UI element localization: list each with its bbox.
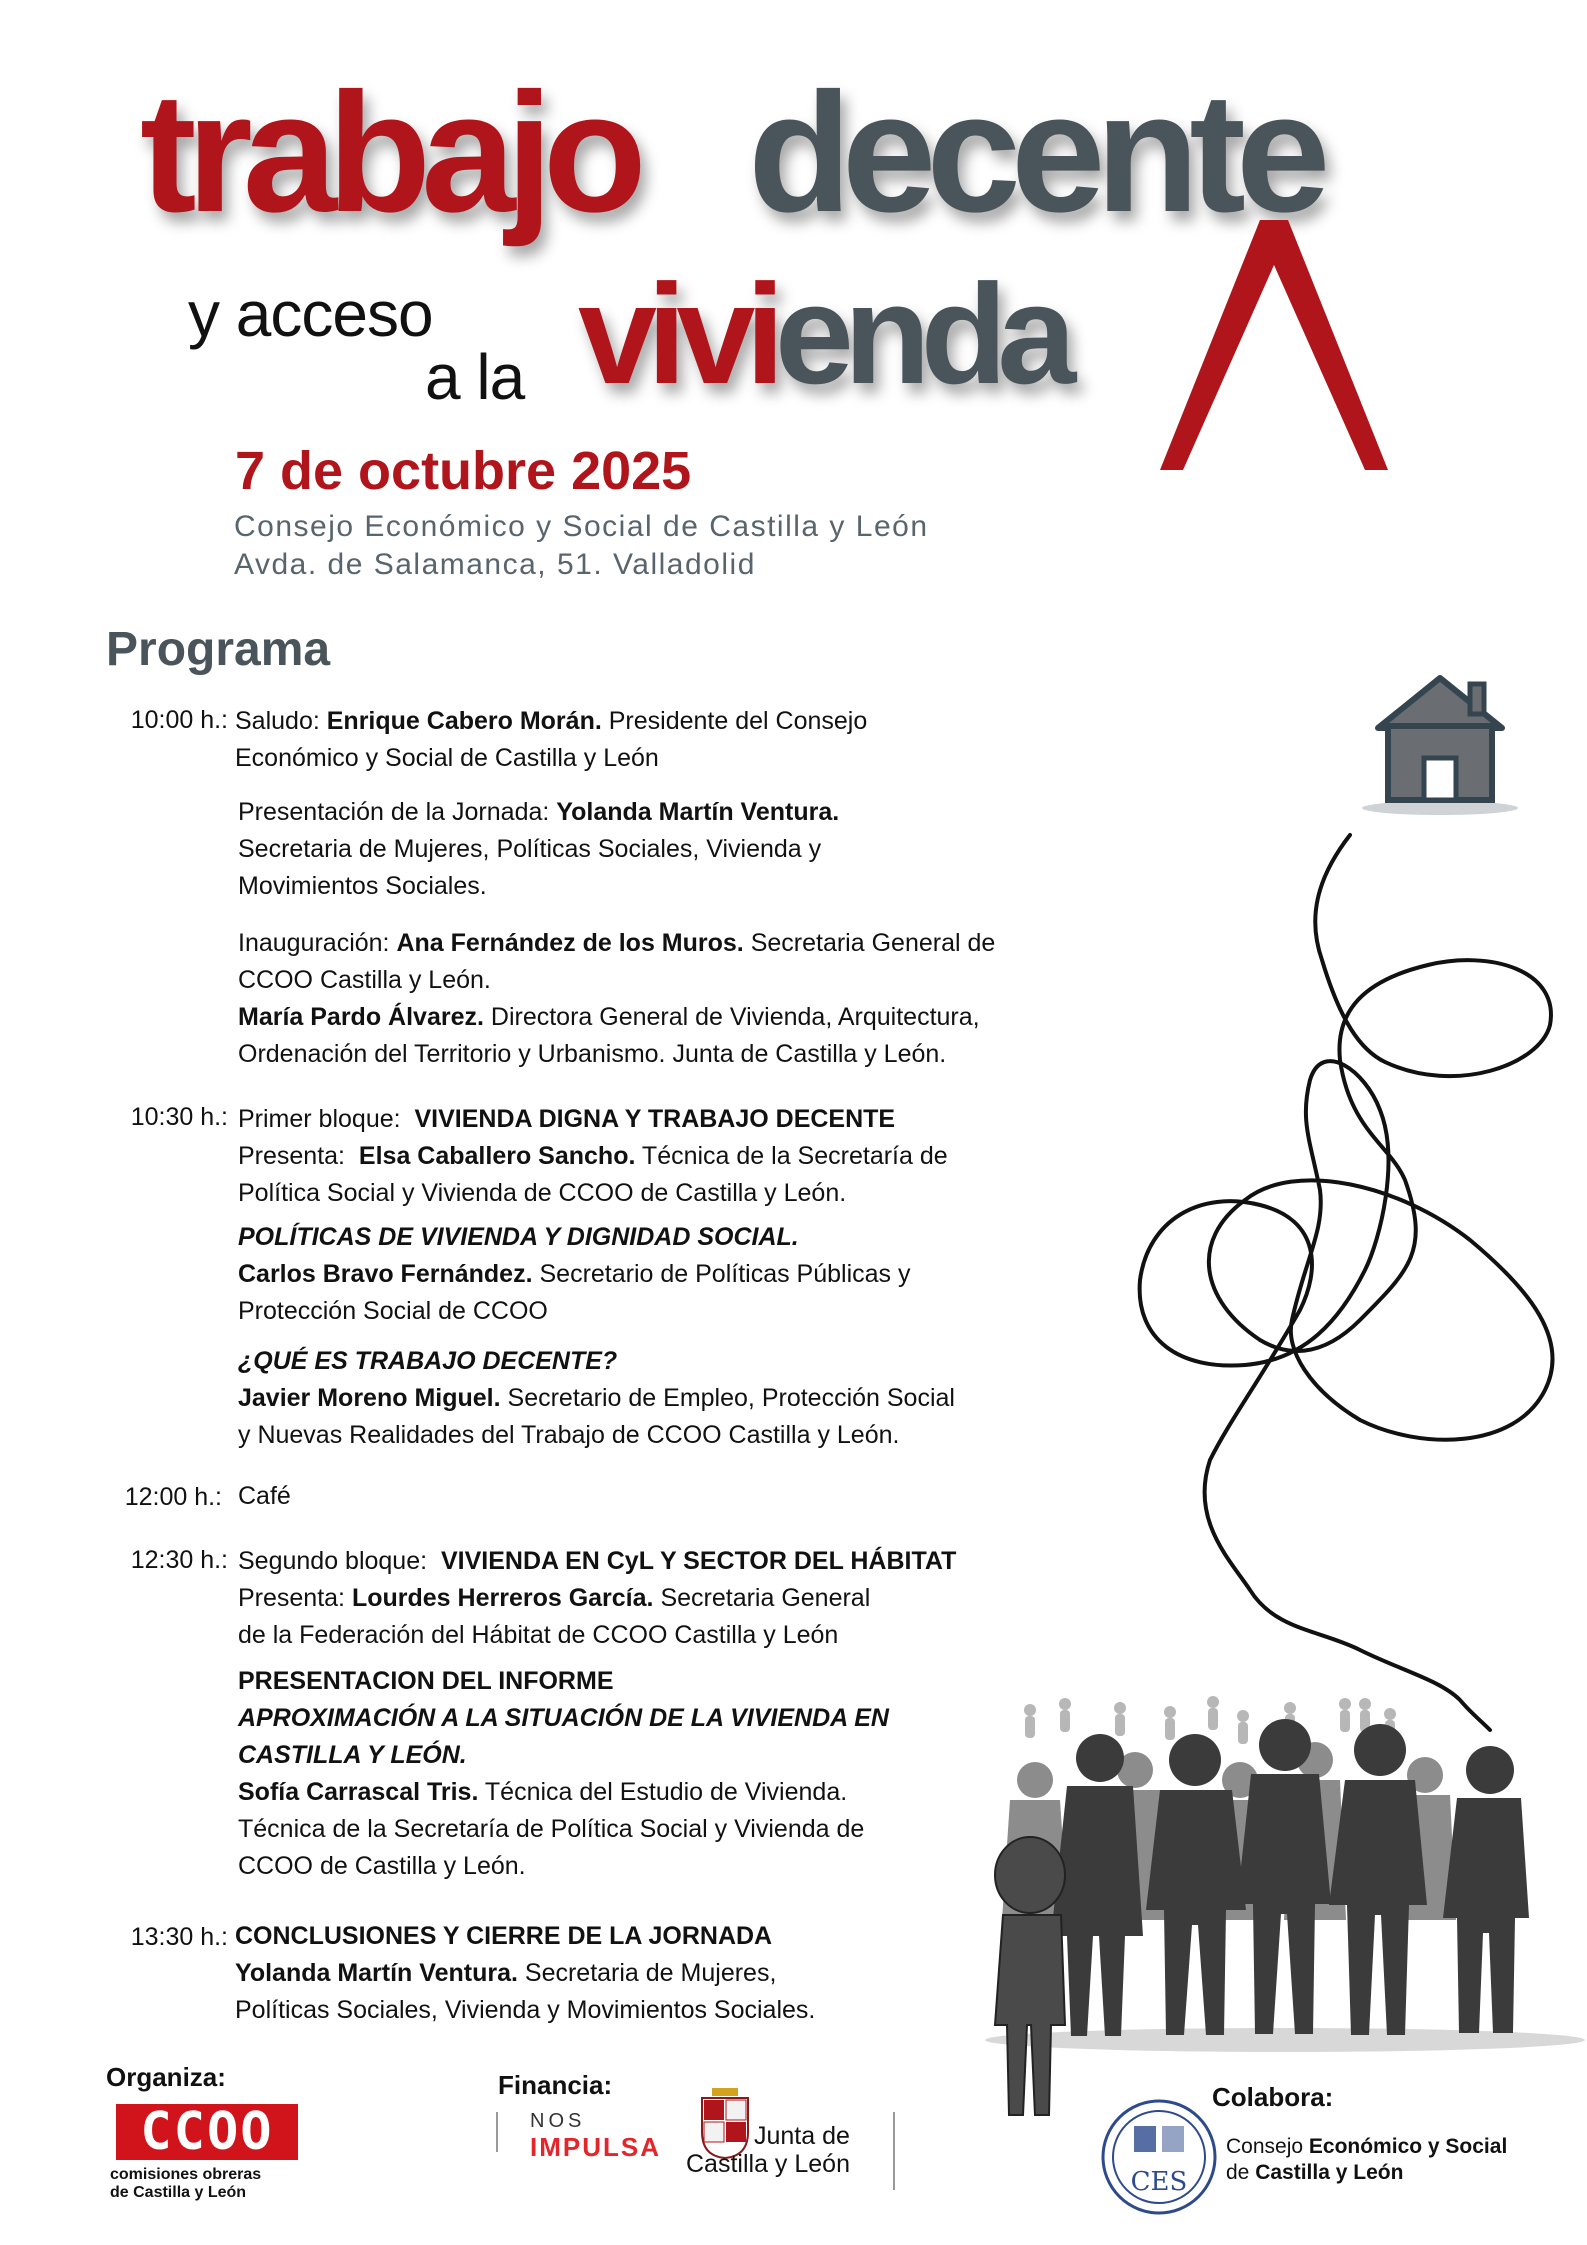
conclusiones-title: CONCLUSIONES Y CIERRE DE LA JORNADA (235, 1922, 773, 1950)
subtitle-a-la: a la (425, 341, 525, 413)
financia-label: Financia: (498, 2070, 613, 2100)
time-1230: 12:30 h.: (130, 1546, 228, 1574)
bloque2-title: VIVIENDA EN CyL Y SECTOR DEL HÁBITAT (440, 1547, 957, 1575)
nos-impulsa-divider (496, 2112, 498, 2152)
bloque1-block: Primer bloque: VIVIENDA DIGNA Y TRABAJO DECENTE Presenta: Elsa Caballero Sancho. Técnica de la Secretaría de Política Social y Vivienda de CCOO de Castilla y León. (238, 1105, 948, 1207)
lourdes-name: Lourdes Herreros García. (351, 1584, 654, 1612)
maria-name: María Pardo Álvarez. (238, 1003, 484, 1031)
politicas-title: POLÍTICAS DE VIVIENDA Y DIGNIDAD SOCIAL. (238, 1223, 799, 1251)
que-es-title: ¿QUÉ ES TRABAJO DECENTE? (238, 1347, 618, 1375)
cafe-label: Café (238, 1482, 291, 1510)
presentacion-block: Presentación de la Jornada: Yolanda Martín Ventura. Secretaria de Mujeres, Políticas Sociales, Vivienda y Movimientos Sociales. (238, 798, 840, 900)
ces-seal-icon (1100, 2098, 1218, 2216)
house-icon (1360, 670, 1520, 820)
tangled-line-illustration (1060, 800, 1580, 1750)
conclusiones-block: CONCLUSIONES Y CIERRE DE LA JORNADA Yolanda Martín Ventura. Secretaria de Mujeres, Políticas Sociales, Vivienda y Movimientos Sociales. (235, 1922, 816, 2024)
carlos-name: Carlos Bravo Fernández. (238, 1260, 533, 1288)
title-trabajo: trabajo (140, 58, 637, 248)
informe-block: PRESENTACION DEL INFORME APROXIMACIÓN A LA SITUACIÓN DE LA VIVIENDA EN CASTILLA Y LEÓN. Sofía Carrascal Tris. Técnica del Estudio de Vivienda. Técnica de la Secretaría de Política Social y Vivienda de CCOO de Castilla y León. (238, 1667, 889, 1880)
concl-name: Yolanda Martín Ventura. (235, 1959, 518, 1987)
venue-address: Avda. de Salamanca, 51. Valladolid (234, 548, 756, 581)
title-decente: decente (748, 58, 1321, 248)
subtitle-y-acceso: y acceso (188, 278, 433, 350)
ccoo-logo-text: CCOO (140, 2102, 274, 2162)
ces-seal-text: CES (1130, 2167, 1188, 2197)
time-1030: 10:30 h.: (130, 1103, 228, 1131)
saludo-block: Saludo: Enrique Cabero Morán. Presidente del Consejo Económico y Social de Castilla y León (235, 707, 868, 772)
bloque1-title: VIVIENDA DIGNA Y TRABAJO DECENTE (414, 1105, 896, 1133)
event-date: 7 de octubre 2025 (235, 441, 692, 501)
ccoo-logo (116, 2104, 298, 2160)
informe-title: PRESENTACION DEL INFORME (238, 1667, 614, 1695)
pres-name: Yolanda Martín Ventura. (556, 798, 840, 826)
time-1000: 10:00 h.: (130, 706, 228, 734)
nos-impulsa-logo: NOS IMPULSA (530, 2110, 661, 2162)
junta-text: Junta de Castilla y León (686, 2122, 850, 2178)
inau-name: Ana Fernández de los Muros. (396, 929, 744, 957)
sofia-name: Sofía Carrascal Tris. (238, 1778, 479, 1806)
colabora-label: Colabora: (1212, 2082, 1334, 2112)
politicas-block: POLÍTICAS DE VIVIENDA Y DIGNIDAD SOCIAL. Carlos Bravo Fernández. Secretario de Políticas Públicas y Protección Social de CCOO (238, 1219, 1138, 1330)
ces-text: Consejo Económico y Social de Castilla y León (1226, 2135, 1508, 2184)
roof-caret-icon (1160, 215, 1390, 475)
time-1200: 12:00 h.: (124, 1483, 222, 1511)
crowd-illustration (985, 1690, 1585, 2140)
trabajo-decente-block: ¿QUÉ ES TRABAJO DECENTE? Javier Moreno Miguel. Secretario de Empleo, Protección Social y Nuevas Realidades del Trabajo de CCOO Castilla y León. (238, 1343, 1138, 1454)
ccoo-subtitle: comisiones obreras de Castilla y León (110, 2166, 262, 2201)
program-heading: Programa (106, 623, 331, 676)
title-vivienda (578, 255, 1067, 414)
bloque2-block: Segundo bloque: VIVIENDA EN CyL Y SECTOR DEL HÁBITAT Presenta: Lourdes Herreros García. Secretaria General de la Federación del Hábitat de CCOO Castilla y León (238, 1547, 957, 1649)
vivienda-slate-part: enda (774, 255, 1067, 414)
elsa-name: Elsa Caballero Sancho. (358, 1142, 636, 1170)
time-1330: 13:30 h.: (130, 1923, 228, 1951)
saludo-name: Enrique Cabero Morán. (326, 707, 602, 735)
organiza-label: Organiza: (106, 2062, 226, 2092)
vivienda-red-part: vivi (578, 255, 775, 414)
junta-divider (893, 2112, 895, 2190)
javier-name: Javier Moreno Miguel. (238, 1384, 501, 1412)
venue-name: Consejo Económico y Social de Castilla y León (234, 510, 929, 543)
inauguracion-block: Inauguración: Ana Fernández de los Muros. Secretaria General de CCOO Castilla y León. María Pardo Álvarez. Directora General de Vivienda, Arquitectura, Ordenación del Territorio y Urbanismo. Junta de Castilla y León. (238, 929, 996, 1068)
